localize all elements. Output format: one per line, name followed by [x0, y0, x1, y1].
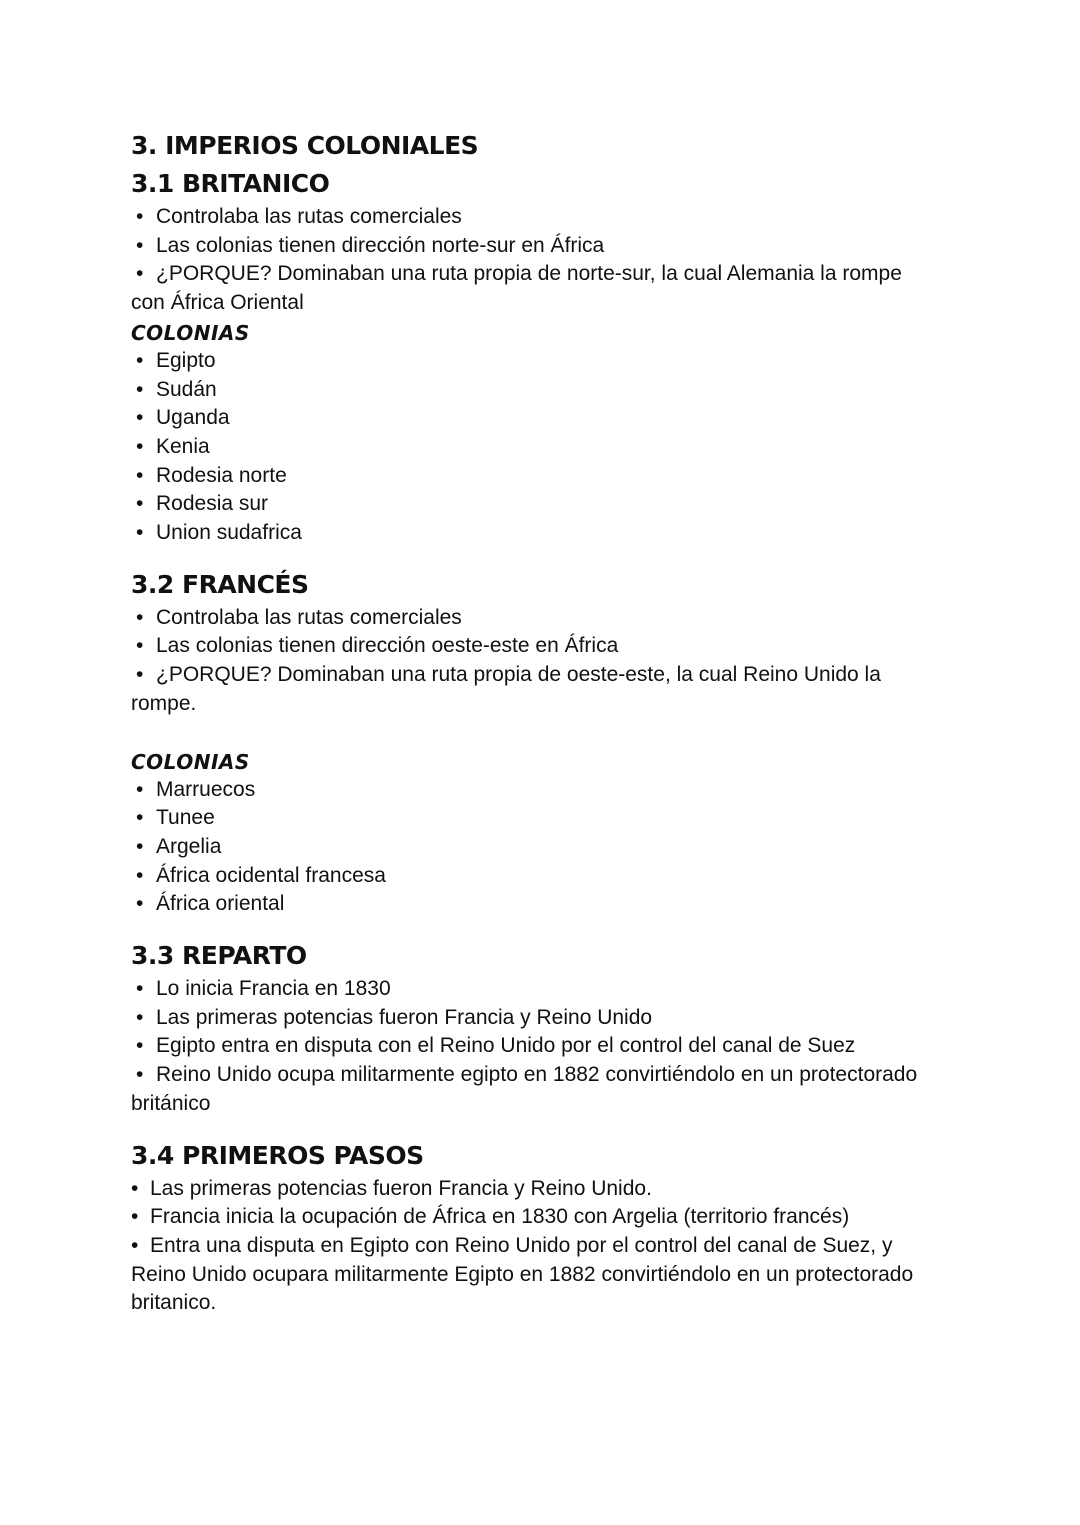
- colonia-item: • Rodesia sur: [131, 490, 961, 519]
- bullet-icon: •: [136, 777, 144, 801]
- colonia-item: • Rodesia norte: [131, 462, 961, 491]
- colonia-item: • Argelia: [131, 833, 961, 862]
- colonia-item: • África ocidental francesa: [131, 862, 961, 891]
- colonia-item: • Tunee: [131, 804, 961, 833]
- bullet-icon: •: [136, 377, 144, 401]
- bullet-icon: •: [131, 1233, 139, 1257]
- section-heading-britanico: 3.1 BRITANICO: [131, 169, 330, 198]
- bullet-icon: •: [131, 1205, 139, 1229]
- bullet-point: • Controlaba las rutas comerciales: [131, 604, 961, 633]
- section-heading-reparto: 3.3 REPARTO: [131, 941, 307, 971]
- bullet-icon: •: [136, 1034, 144, 1058]
- bullet-icon: •: [136, 863, 144, 887]
- bullet-point: • Controlaba las rutas comerciales: [131, 203, 961, 232]
- spacer: [131, 719, 961, 747]
- bullet-continuation: britanico.: [131, 1291, 217, 1315]
- bullet-icon: •: [136, 348, 144, 372]
- bullet-icon: •: [136, 521, 144, 545]
- bullet-icon: •: [136, 492, 144, 516]
- bullet-icon: •: [136, 406, 144, 430]
- bullet-continuation: con África Oriental: [131, 291, 304, 315]
- bullet-icon: •: [136, 233, 144, 257]
- colonia-item: • Uganda: [131, 404, 961, 433]
- bullet-point: • Francia inicia la ocupación de África en 1830 con Argelia (territorio francés): [131, 1203, 961, 1232]
- document-title: 3. IMPERIOS COLONIALES: [131, 131, 479, 160]
- bullet-point: • Las colonias tienen dirección norte-sur en África: [131, 232, 961, 261]
- colonia-item: • Kenia: [131, 433, 961, 462]
- bullet-icon: •: [136, 892, 144, 916]
- bullet-icon: •: [136, 634, 144, 658]
- bullet-icon: •: [136, 806, 144, 830]
- bullet-icon: •: [136, 434, 144, 458]
- colonias-heading-britanico: COLONIAS: [131, 320, 250, 345]
- section-heading-primeros-pasos: 3.4 PRIMEROS PASOS: [131, 1140, 424, 1170]
- bullet-point: • Las colonias tienen dirección oeste-este en África: [131, 632, 961, 661]
- bullet-point: • ¿PORQUE? Dominaban una ruta propia de oeste-este, la cual Reino Unido la: [131, 661, 961, 690]
- colonia-item: • Union sudafrica: [131, 519, 961, 548]
- bullet-point: • Las primeras potencias fueron Francia y Reino Unido: [131, 1004, 961, 1033]
- section-reparto: [131, 938, 961, 1119]
- colonia-item: • Marruecos: [131, 776, 961, 805]
- bullet-continuation: rompe.: [131, 691, 197, 715]
- bullet-icon: •: [136, 463, 144, 487]
- bullet-point: • Las primeras potencias fueron Francia y Reino Unido.: [131, 1175, 961, 1204]
- spacer: [131, 548, 961, 567]
- section-primeros-pasos: [131, 1138, 961, 1319]
- bullet-icon: •: [136, 205, 144, 228]
- bullet-point: • Entra una disputa en Egipto con Reino Unido por el control del canal de Suez, y: [131, 1232, 961, 1261]
- bullet-icon: •: [136, 1063, 144, 1087]
- bullet-continuation: británico: [131, 1091, 211, 1115]
- bullet-icon: •: [131, 1176, 139, 1200]
- bullet-icon: •: [136, 1005, 144, 1029]
- bullet-icon: •: [136, 834, 144, 858]
- bullet-point: • Egipto entra en disputa con el Reino Unido por el control del canal de Suez: [131, 1032, 961, 1061]
- colonia-item: • Egipto: [131, 347, 961, 376]
- bullet-icon: •: [136, 262, 144, 286]
- document-page: [131, 128, 961, 1318]
- section-heading-frances: 3.2 FRANCÉS: [131, 569, 309, 599]
- bullet-point: • Lo inicia Francia en 1830: [131, 975, 961, 1004]
- section-britanico: [131, 166, 961, 548]
- bullet-continuation: Reino Unido ocupara militarmente Egipto en 1882 convirtiéndolo en un protectorado: [131, 1262, 914, 1286]
- spacer: [131, 1119, 961, 1138]
- bullet-icon: •: [136, 663, 144, 687]
- bullet-point: • ¿PORQUE? Dominaban una ruta propia de norte-sur, la cual Alemania la rompe: [131, 260, 961, 289]
- spacer: [131, 919, 961, 938]
- bullet-icon: •: [136, 977, 144, 1001]
- colonia-item: • África oriental: [131, 890, 961, 919]
- bullet-point: • Reino Unido ocupa militarmente egipto en 1882 convirtiéndolo en un protectorado: [131, 1061, 961, 1090]
- bullet-icon: •: [136, 605, 144, 629]
- colonias-heading-frances: COLONIAS: [131, 749, 250, 774]
- colonia-item: • Sudán: [131, 376, 961, 405]
- section-frances: [131, 567, 961, 919]
